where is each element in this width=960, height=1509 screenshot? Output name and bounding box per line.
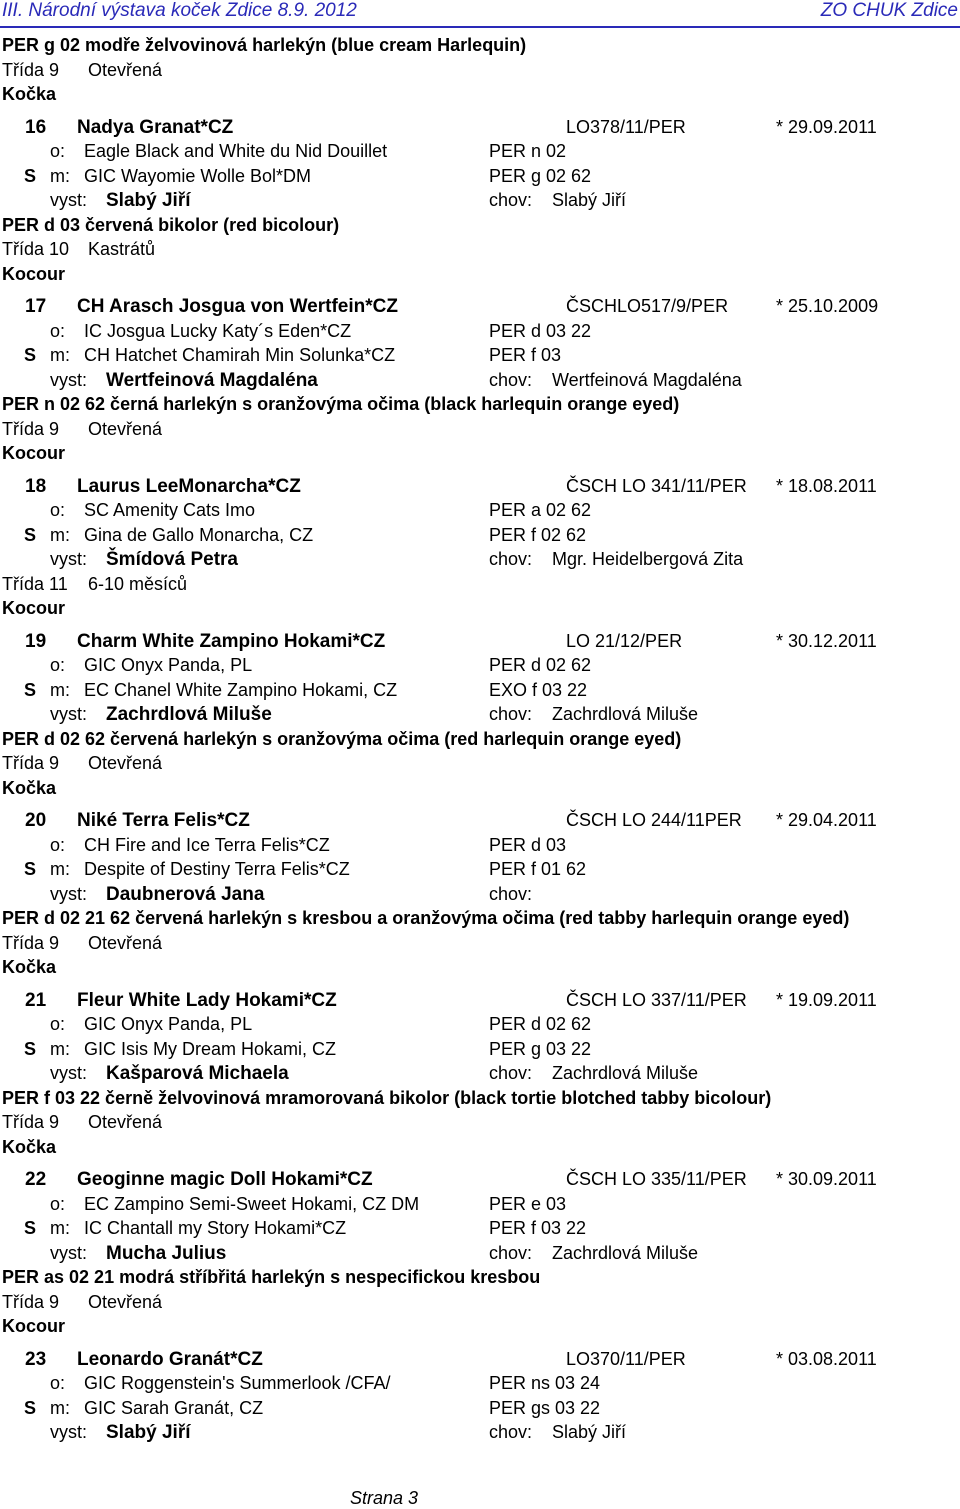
class-value: Otevřená — [88, 932, 163, 953]
entry-spacer — [0, 982, 960, 990]
sire-label: o: — [50, 500, 66, 520]
sex-label: Kočka — [2, 84, 57, 104]
sire-label: o: — [50, 141, 66, 161]
sex-heading — [0, 84, 960, 109]
owner-row — [0, 1243, 960, 1268]
class-value: Otevřená — [88, 59, 163, 80]
breeder-name: Wertfeinová Magdaléna — [552, 369, 742, 390]
exhibitor-name: Daubnerová Jana — [106, 883, 265, 905]
sex-letter: S — [24, 859, 37, 879]
breed-heading — [0, 35, 960, 60]
class-value: Kastrátů — [88, 239, 156, 259]
exhibitor-label: vyst: — [50, 1422, 88, 1442]
entry-spacer — [0, 623, 960, 631]
birth-date: * 30.12.2011 — [776, 630, 877, 651]
dam-breed-code: PER g 03 22 — [489, 1038, 592, 1059]
entry-spacer — [0, 288, 960, 296]
birth-date: * 29.04.2011 — [776, 810, 877, 830]
breed-heading — [0, 215, 960, 240]
catalog-number: 19 — [25, 630, 47, 652]
class-heading — [0, 239, 960, 264]
catalog-listing — [0, 35, 960, 1447]
cat-entry-title — [0, 990, 960, 1015]
class-label: Třída 9 — [2, 1112, 60, 1132]
sire-breed-code: PER ns 03 24 — [489, 1373, 601, 1393]
sex-label: Kocour — [2, 1316, 65, 1336]
exhibitor-label: vyst: — [50, 369, 88, 390]
registration-number: ČSCH LO 244/11PER — [566, 810, 742, 830]
sire-name: GIC Roggenstein's Summerlook /CFA/ — [84, 1373, 391, 1393]
cat-entry-title — [0, 296, 960, 321]
breeder-label: chov: — [489, 1422, 533, 1442]
registration-number: ČSCH LO 337/11/PER — [566, 989, 747, 1010]
dam-name: CH Hatchet Chamirah Min Solunka*CZ — [84, 345, 396, 365]
sire-row — [0, 655, 960, 680]
dam-breed-code: PER f 03 22 — [489, 1218, 587, 1238]
exhibitor-name: Slabý Jiří — [106, 190, 191, 211]
class-label: Třída 9 — [2, 59, 60, 80]
birth-date: * 29.09.2011 — [776, 116, 877, 137]
class-heading — [0, 1292, 960, 1317]
dam-row — [0, 345, 960, 370]
sire-name: EC Zampino Semi-Sweet Hokami, CZ DM — [84, 1193, 420, 1214]
class-heading — [0, 753, 960, 778]
breed-text: PER d 03 červená bikolor (red bicolour) — [2, 214, 340, 235]
breeder-name: Zachrdlová Miluše — [552, 704, 699, 724]
sex-label: Kočka — [2, 777, 57, 798]
catalog-number: 22 — [25, 1169, 47, 1190]
dam-label: m: — [50, 345, 70, 365]
dam-breed-code: PER f 01 62 — [489, 859, 587, 879]
owner-row — [0, 884, 960, 909]
dam-name: EC Chanel White Zampino Hokami, CZ — [84, 679, 398, 700]
breed-heading — [0, 908, 960, 933]
owner-row — [0, 549, 960, 574]
breeder-label: chov: — [489, 883, 533, 904]
breeder-label: chov: — [489, 549, 533, 569]
registration-number: ČSCHLO517/9/PER — [566, 296, 729, 316]
sire-name: CH Fire and Ice Terra Felis*CZ — [84, 834, 330, 855]
exhibitor-name: Kašparová Michaela — [106, 1063, 289, 1084]
birth-date: * 18.08.2011 — [776, 475, 877, 496]
catalog-number: 17 — [25, 296, 47, 317]
sire-breed-code: PER e 03 — [489, 1193, 567, 1214]
breed-text: PER as 02 21 modrá stříbřitá harlekýn s nespecifickou kresbou — [2, 1267, 541, 1287]
header-title: III. Národní výstava koček Zdice 8.9. 2012 — [2, 0, 357, 21]
breed-text: PER g 02 modře želvovinová harlekýn (blue cream Harlequin) — [2, 35, 527, 55]
dam-row — [0, 525, 960, 550]
sire-row — [0, 500, 960, 525]
sire-row — [0, 1014, 960, 1039]
cat-name: Fleur White Lady Hokami*CZ — [77, 989, 337, 1011]
cat-name: Nadya Granat*CZ — [77, 116, 234, 138]
catalog-number: 23 — [25, 1348, 47, 1370]
breeder-name: Zachrdlová Miluše — [552, 1063, 699, 1083]
class-value: Otevřená — [88, 418, 163, 439]
sex-heading — [0, 443, 960, 468]
dam-row — [0, 166, 960, 191]
class-heading — [0, 1112, 960, 1137]
sire-name: GIC Onyx Panda, PL — [84, 655, 253, 675]
owner-row — [0, 1422, 960, 1447]
sex-heading — [0, 957, 960, 982]
exhibitor-name: Šmídová Petra — [106, 549, 238, 570]
dam-row — [0, 1398, 960, 1423]
registration-number: ČSCH LO 335/11/PER — [566, 1169, 747, 1189]
dam-label: m: — [50, 1038, 70, 1059]
dam-breed-code: PER gs 03 22 — [489, 1397, 601, 1418]
breed-heading — [0, 1088, 960, 1113]
birth-date: * 30.09.2011 — [776, 1169, 877, 1189]
sire-breed-code: PER d 02 62 — [489, 655, 592, 675]
sire-label: o: — [50, 320, 66, 341]
class-label: Třída 9 — [2, 418, 60, 439]
class-label: Třída 11 — [2, 573, 68, 594]
dam-name: GIC Isis My Dream Hokami, CZ — [84, 1038, 337, 1059]
breeder-name: Zachrdlová Miluše — [552, 1242, 699, 1263]
registration-number: ČSCH LO 341/11/PER — [566, 475, 747, 496]
cat-entry-title — [0, 117, 960, 142]
breed-text: PER d 02 62 červená harlekýn s oranžovýma očima (red harlequin orange eyed) — [2, 728, 682, 749]
breeder-name: Mgr. Heidelbergová Zita — [552, 549, 744, 569]
sire-label: o: — [50, 655, 66, 675]
class-label: Třída 9 — [2, 753, 60, 773]
breed-text: PER n 02 62 černá harlekýn s oranžovýma očima (black harlequin orange eyed) — [2, 394, 680, 414]
header-organizer: ZO CHUK Zdice — [820, 0, 958, 21]
sex-heading — [0, 264, 960, 289]
sire-breed-code: PER d 03 — [489, 834, 567, 855]
dam-name: Despite of Destiny Terra Felis*CZ — [84, 859, 350, 879]
breeder-name: Slabý Jiří — [552, 1422, 627, 1442]
page-footer — [0, 1488, 960, 1509]
exhibitor-name: Wertfeinová Magdaléna — [106, 369, 318, 391]
cat-entry-title — [0, 1349, 960, 1374]
sex-letter: S — [24, 679, 37, 700]
sex-label: Kočka — [2, 1136, 57, 1157]
owner-row — [0, 704, 960, 729]
birth-date: * 03.08.2011 — [776, 1348, 877, 1369]
breed-heading — [0, 729, 960, 754]
sire-name: Eagle Black and White du Nid Douillet — [84, 141, 388, 161]
class-heading — [0, 574, 960, 599]
sire-row — [0, 141, 960, 166]
cat-entry-title — [0, 1169, 960, 1194]
catalog-number: 18 — [25, 475, 47, 497]
sex-heading — [0, 598, 960, 623]
dam-breed-code: PER g 02 62 — [489, 165, 592, 186]
dam-row — [0, 680, 960, 705]
sire-breed-code: PER d 03 22 — [489, 320, 592, 341]
sex-label: Kocour — [2, 263, 65, 284]
entry-spacer — [0, 109, 960, 117]
cat-entry-title — [0, 631, 960, 656]
exhibitor-label: vyst: — [50, 190, 88, 210]
owner-row — [0, 190, 960, 215]
exhibitor-name: Slabý Jiří — [106, 1422, 191, 1443]
cat-name: Geoginne magic Doll Hokami*CZ — [77, 1169, 373, 1190]
sire-row — [0, 1194, 960, 1219]
dam-label: m: — [50, 1397, 70, 1418]
sex-heading — [0, 778, 960, 803]
sire-label: o: — [50, 834, 66, 855]
cat-name: Charm White Zampino Hokami*CZ — [77, 630, 386, 652]
cat-name: Laurus LeeMonarcha*CZ — [77, 475, 301, 497]
sex-letter: S — [24, 165, 37, 186]
birth-date: * 25.10.2009 — [776, 296, 879, 316]
entry-spacer — [0, 1341, 960, 1349]
breed-text: PER d 02 21 62 červená harlekýn s kresbou a oranžovýma očima (red tabby harlequin orange eyed) — [2, 908, 850, 928]
sex-label: Kocour — [2, 443, 65, 463]
dam-row — [0, 1039, 960, 1064]
dam-breed-code: EXO f 03 22 — [489, 679, 588, 700]
sire-row — [0, 835, 960, 860]
sex-label: Kočka — [2, 957, 57, 977]
class-label: Třída 10 — [2, 239, 70, 259]
sex-heading — [0, 1137, 960, 1162]
breeder-label: chov: — [489, 190, 533, 210]
class-value: 6-10 měsíců — [88, 573, 188, 594]
exhibitor-label: vyst: — [50, 1242, 88, 1263]
class-heading — [0, 60, 960, 85]
class-heading — [0, 933, 960, 958]
dam-name: GIC Sarah Granát, CZ — [84, 1397, 264, 1418]
registration-number: LO378/11/PER — [566, 116, 686, 137]
dam-label: m: — [50, 859, 70, 879]
page-number: Strana 3 — [349, 1488, 419, 1508]
sire-name: GIC Onyx Panda, PL — [84, 1014, 253, 1034]
exhibitor-label: vyst: — [50, 704, 88, 724]
page-header — [0, 0, 960, 28]
sire-name: IC Josgua Lucky Katy´s Eden*CZ — [84, 320, 352, 341]
registration-number: LO370/11/PER — [566, 1348, 686, 1369]
exhibitor-name: Mucha Julius — [106, 1242, 227, 1264]
sire-row — [0, 321, 960, 346]
dam-breed-code: PER f 03 — [489, 345, 562, 365]
breed-text: PER f 03 22 černě želvovinová mramorovaná bikolor (black tortie blotched tabby bicolour) — [2, 1087, 772, 1108]
class-value: Otevřená — [88, 753, 163, 773]
dam-name: GIC Wayomie Wolle Bol*DM — [84, 165, 312, 186]
sire-label: o: — [50, 1014, 66, 1034]
dam-label: m: — [50, 1218, 70, 1238]
entry-spacer — [0, 1161, 960, 1169]
exhibitor-name: Zachrdlová Miluše — [106, 704, 272, 725]
birth-date: * 19.09.2011 — [776, 989, 877, 1010]
dam-label: m: — [50, 165, 70, 186]
dam-name: Gina de Gallo Monarcha, CZ — [84, 524, 314, 545]
breeder-label: chov: — [489, 704, 533, 724]
catalog-number: 21 — [25, 989, 47, 1011]
owner-row — [0, 370, 960, 395]
sex-label: Kocour — [2, 598, 65, 618]
sire-row — [0, 1373, 960, 1398]
class-value: Otevřená — [88, 1291, 163, 1312]
sex-letter: S — [24, 1218, 37, 1238]
exhibitor-label: vyst: — [50, 883, 88, 904]
entry-spacer — [0, 802, 960, 810]
sex-letter: S — [24, 345, 37, 365]
cat-entry-title — [0, 476, 960, 501]
sex-heading — [0, 1316, 960, 1341]
exhibitor-label: vyst: — [50, 1063, 88, 1083]
exhibitor-label: vyst: — [50, 549, 88, 569]
cat-name: CH Arasch Josgua von Wertfein*CZ — [77, 296, 398, 317]
cat-name: Niké Terra Felis*CZ — [77, 810, 250, 831]
dam-name: IC Chantall my Story Hokami*CZ — [84, 1218, 347, 1238]
breed-heading — [0, 394, 960, 419]
sex-letter: S — [24, 1038, 37, 1059]
class-value: Otevřená — [88, 1112, 163, 1132]
sire-label: o: — [50, 1373, 66, 1393]
sire-name: SC Amenity Cats Imo — [84, 500, 256, 520]
sire-breed-code: PER n 02 — [489, 141, 567, 161]
dam-row — [0, 859, 960, 884]
sex-letter: S — [24, 1397, 37, 1418]
sire-label: o: — [50, 1193, 66, 1214]
dam-label: m: — [50, 679, 70, 700]
dam-label: m: — [50, 524, 70, 545]
catalog-number: 20 — [25, 810, 47, 831]
entry-spacer — [0, 468, 960, 476]
catalog-number: 16 — [25, 116, 47, 138]
class-label: Třída 9 — [2, 1291, 60, 1312]
sex-letter: S — [24, 524, 37, 545]
registration-number: LO 21/12/PER — [566, 630, 683, 651]
owner-row — [0, 1063, 960, 1088]
class-heading — [0, 419, 960, 444]
breeder-label: chov: — [489, 369, 533, 390]
sire-breed-code: PER a 02 62 — [489, 500, 592, 520]
sire-breed-code: PER d 02 62 — [489, 1014, 592, 1034]
breeder-label: chov: — [489, 1242, 533, 1263]
breeder-name: Slabý Jiří — [552, 190, 627, 210]
breeder-label: chov: — [489, 1063, 533, 1083]
breed-heading — [0, 1267, 960, 1292]
dam-row — [0, 1218, 960, 1243]
dam-breed-code: PER f 02 62 — [489, 524, 587, 545]
cat-entry-title — [0, 810, 960, 835]
class-label: Třída 9 — [2, 932, 60, 953]
cat-name: Leonardo Granát*CZ — [77, 1348, 263, 1370]
